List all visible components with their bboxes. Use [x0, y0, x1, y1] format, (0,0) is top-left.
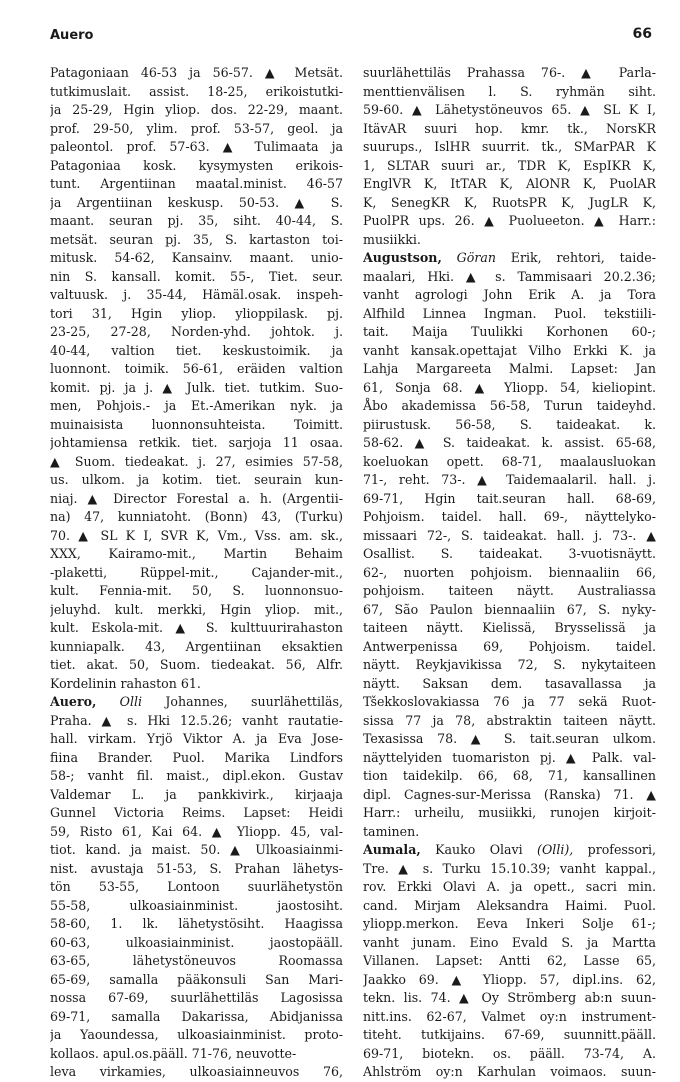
text-line: nin S. kansall. komit. 55-, Tiet. seur. [50, 268, 343, 284]
text-line: ja Yaoundessa, ulkoasiainminist. proto- [50, 1027, 343, 1042]
text-line: tunt. Argentiinan maatal.minist. 46-57 [50, 176, 343, 191]
text-line: tekn. lis. 74. ▲ Oy Strömberg ab:n suun- [363, 990, 656, 1005]
text-line: 58-62. ▲ S. taideakat. k. assist. 65-68, [363, 435, 656, 450]
text-line: ItävAR suuri hop. kmr. tk., NorsKR [363, 120, 656, 136]
text-line: Kordelinin rahaston 61. [50, 675, 201, 691]
text-line: us. ulkom. ja kotim. tiet. seurain kun- [50, 472, 343, 487]
entry-given-name: (Olli), [537, 842, 574, 857]
text-line: luonnont. toimik. 56-61, eräiden valtion [50, 361, 343, 376]
text-line: -plaketti, Rüppel-mit., Cajander-mit., [50, 564, 343, 580]
text-line: 55-58, ulkoasiainminist. jaostosiht. [50, 897, 343, 913]
text-line: metsät. seuran pj. 35, S. kartaston toi- [50, 231, 343, 247]
text-line: nossa 67-69, suurlähettiläs Lagosissa [50, 990, 343, 1005]
text-line: Augustson, Göran Erik, rehtori, taide- [363, 250, 656, 265]
text-line: Pohjoism. taidel. hall. 69-, näyttelyko- [363, 509, 656, 524]
text-line: komit. pj. ja j. ▲ Julk. tiet. tutkim. Suo- [50, 379, 343, 395]
text-line: taiteen näytt. Kielissä, Brysselissä ja [363, 620, 656, 635]
text-line: musiikki. [363, 231, 421, 247]
text-line: johtamiensa retkik. tiet. sarjoja 11 osaa. [50, 435, 343, 450]
text-line: Villanen. Lapset: Antti 62, Lasse 65, [363, 953, 656, 968]
text-line: ja Argentiinan keskusp. 50-53. ▲ S. [50, 194, 343, 210]
text-line: 58-; vanht fil. maist., dipl.ekon. Gustav [50, 768, 343, 783]
text-line: vanht kansak.opettajat Vilho Erkki K. ja [363, 342, 656, 358]
text-line: valtuusk. j. 35-44, Hämäl.osak. inspeh- [50, 287, 343, 302]
text-line: taminen. [363, 823, 420, 839]
text-line: 71-, reht. 73-. ▲ Taidemaalaril. hall. j. [363, 472, 656, 487]
text-line: Harr.: urheilu, musiikki, runojen kirjoit- [363, 805, 656, 820]
text-line: tön 53-55, Lontoon suurlähetystön [50, 879, 343, 894]
text-line: paleontol. prof. 57-63. ▲ Tulimaata ja [50, 139, 343, 154]
text-line: hall. virkam. Yrjö Viktor A. ja Eva Jose- [50, 731, 343, 746]
text-line: men, Pohjois.- ja Et.-Amerikan nyk. ja [50, 398, 343, 413]
text-line: 63-65, lähetystöneuvos Roomassa [50, 953, 343, 968]
text-line: vanht agrologi John Erik A. ja Tora [363, 287, 656, 302]
text-line: Lahja Margareeta Malmi. Lapset: Jan [363, 361, 656, 376]
text-line: Gunnel Victoria Reims. Lapset: Heidi [50, 805, 343, 820]
text-line: tiot. kand. ja maist. 50. ▲ Ulkoasiainmi- [50, 842, 343, 857]
text-line: rov. Erkki Olavi A. ja opett., sacri min. [363, 879, 656, 894]
text-line: prof. 29-50, ylim. prof. 53-57, geol. ja [50, 120, 343, 136]
text-line: 65-69, samalla pääkonsuli San Mari- [50, 971, 343, 987]
text-line: 69-71, samalla Dakarissa, Abidjanissa [50, 1008, 343, 1024]
text-line: maant. seuran pj. 35, siht. 40-44, S. [50, 213, 343, 228]
text-line: 1, SLTAR suuri ar., TDR K, EspIKR K, [363, 157, 656, 173]
text-line: Ahlström oy:n Karhulan voimaos. suun- [363, 1064, 656, 1079]
text-line: titeht. tutkijains. 67-69, suunnitt.pääll. [363, 1027, 656, 1042]
text-line: vanht junam. Eino Evald S. ja Martta [363, 934, 656, 950]
text-line: 59-60. ▲ Lähetystöneuvos 65. ▲ SL K I, [363, 102, 656, 117]
text-line: ja 25-29, Hgin yliop. dos. 22-29, maant. [50, 102, 343, 117]
text-line: menttienvälisen l. S. ryhmän siht. [363, 83, 656, 99]
entry-given-name: Olli [119, 694, 143, 709]
entry-surname: Augustson, [363, 250, 442, 265]
text-line: sissa 77 ja 78, abstraktin taiteen näytt. [363, 712, 656, 728]
text-line: 61, Sonja 68. ▲ Yliopp. 54, kieliopint. [363, 379, 656, 395]
right-text-column [363, 64, 656, 1082]
text-line: kult. Eskola-mit. ▲ S. kulttuurirahaston [50, 620, 343, 635]
text-line: tiet. akat. 50, Suom. tiedeakat. 56, Alfr. [50, 657, 343, 672]
text-line: niaj. ▲ Director Forestal a. h. (Argentii- [50, 490, 343, 506]
entry-surname: Auero, [50, 694, 97, 709]
text-line: 23-25, 27-28, Norden-yhd. johtok. j. [50, 324, 343, 339]
text-line: Valdemar L. ja pankkivirk., kirjaaja [50, 786, 343, 802]
text-line: 58-60, 1. lk. lähetystösiht. Haagissa [50, 916, 343, 931]
text-line: EnglVR K, ItTAR K, AlONR K, PuolAR [363, 176, 656, 191]
text-line: 59, Risto 61, Kai 64. ▲ Yliopp. 45, val- [50, 823, 343, 839]
text-line: Aumala, Kauko Olavi (Olli), professori, [363, 842, 656, 857]
text-line: mitusk. 54-62, Kansainv. maant. unio- [50, 250, 343, 265]
text-line: tait. Maija Tuulikki Korhonen 60-; [363, 324, 656, 339]
text-line: leva virkamies, ulkoasiainneuvos 76, [50, 1064, 343, 1079]
text-line: 69-71, Hgin tait.seuran hall. 68-69, [363, 490, 656, 506]
text-line: Antwerpenissa 69, Pohjoism. taidel. [363, 638, 656, 654]
text-line: Texasissa 78. ▲ S. tait.seuran ulkom. [363, 731, 656, 746]
text-line: PuolPR ups. 26. ▲ Puolueeton. ▲ Harr.: [363, 213, 656, 228]
text-line: tion taidekilp. 66, 68, 71, kansallinen [363, 768, 656, 783]
text-line: yliopp.merkon. Eeva Inkeri Solje 61-; [363, 916, 656, 931]
text-line: Osallist. S. taideakat. 3-vuotisnäytt. [363, 546, 656, 561]
text-line: näytt. Saksan dem. tasavallassa ja [363, 675, 656, 691]
text-line: kollaos. apul.os.pääll. 71-76, neuvotte- [50, 1045, 297, 1061]
text-line: jeluyhd. kult. merkki, Hgin yliop. mit., [50, 601, 343, 617]
text-line: Alfhild Linnea Ingman. Puol. tekstiili- [363, 305, 656, 321]
text-line: näytt. Reykjavikissa 72, S. nykytaiteen [363, 657, 656, 672]
page-number: 66 [632, 26, 652, 42]
text-line: ▲ Suom. tiedeakat. j. 27, esimies 57-58, [50, 453, 343, 469]
entry-given-name: Göran [456, 250, 496, 265]
text-line: fiina Brander. Puol. Marika Lindfors [50, 749, 343, 765]
text-line: na) 47, kunniatoht. (Bonn) 43, (Turku) [50, 509, 343, 524]
text-line: K, SenegKR K, RuotsPR K, JugLR K, [363, 194, 656, 210]
text-line: kunniapalk. 43, Argentiinan eksaktien [50, 638, 343, 654]
text-line: cand. Mirjam Aleksandra Haimi. Puol. [363, 897, 656, 913]
text-line: Tre. ▲ s. Turku 15.10.39; vanht kappal., [363, 860, 656, 876]
text-line: Auero, Olli Johannes, suurlähettiläs, [50, 694, 343, 709]
text-line: Tšekkoslovakiassa 76 ja 77 sekä Ruot- [363, 694, 656, 709]
text-line: Jaakko 69. ▲ Yliopp. 57, dipl.ins. 62, [363, 971, 656, 987]
text-line: piirustusk. 56-58, S. taideakat. k. [363, 416, 656, 432]
text-line: näyttelyiden tuomariston pj. ▲ Palk. val- [363, 749, 656, 765]
text-line: Patagoniaa kosk. kysymysten erikois- [50, 157, 343, 173]
text-line: dipl. Cagnes-sur-Merissa (Ranska) 71. ▲ [363, 786, 656, 802]
text-line: kult. Fennia-mit. 50, S. luonnonsuo- [50, 583, 343, 598]
text-line: suurups., IslHR suurrit. tk., SMarPAR K [363, 139, 656, 154]
text-line: 40-44, valtion tiet. keskustoimik. ja [50, 342, 343, 358]
text-line: missaari 72-, S. taideakat. hall. j. 73-. ▲ [363, 527, 656, 543]
text-line: tori 31, Hgin yliop. ylioppilask. pj. [50, 305, 343, 321]
text-line: 60-63, ulkoasiainminist. jaostopääll. [50, 934, 343, 950]
text-line: koeluokan opett. 68-71, maalausluokan [363, 453, 656, 469]
text-line: Patagoniaan 46-53 ja 56-57. ▲ Metsät. [50, 65, 343, 80]
text-line: muinaisista luonnonsuhteista. Toimitt. [50, 416, 343, 432]
text-line: Åbo akademissa 56-58, Turun taideyhd. [363, 398, 656, 413]
left-text-column [50, 64, 343, 1082]
text-line: suurlähettiläs Prahassa 76-. ▲ Parla- [363, 65, 656, 80]
text-line: nitt.ins. 62-67, Valmet oy:n instrument- [363, 1008, 656, 1024]
text-line: maalari, Hki. ▲ s. Tammisaari 20.2.36; [363, 268, 656, 284]
text-line: 62-, nuorten pohjoism. biennaaliin 66, [363, 564, 656, 580]
text-line: XXX, Kairamo-mit., Martin Behaim [50, 546, 343, 561]
text-line: 69-71, biotekn. os. pääll. 73-74, A. [363, 1045, 656, 1061]
text-line: tutkimuslait. assist. 18-25, erikoistutki- [50, 83, 343, 99]
text-line: pohjoism. taiteen näytt. Australiassa [363, 583, 656, 598]
running-head: Auero [50, 28, 94, 43]
entry-surname: Aumala, [363, 842, 421, 857]
text-line: 70. ▲ SL K I, SVR K, Vm., Vss. am. sk., [50, 527, 343, 543]
text-line: Praha. ▲ s. Hki 12.5.26; vanht rautatie- [50, 712, 343, 728]
text-line: nist. avustaja 51-53, S. Prahan lähetys- [50, 860, 343, 876]
text-line: 67, São Paulon biennaaliin 67, S. nyky- [363, 601, 656, 617]
